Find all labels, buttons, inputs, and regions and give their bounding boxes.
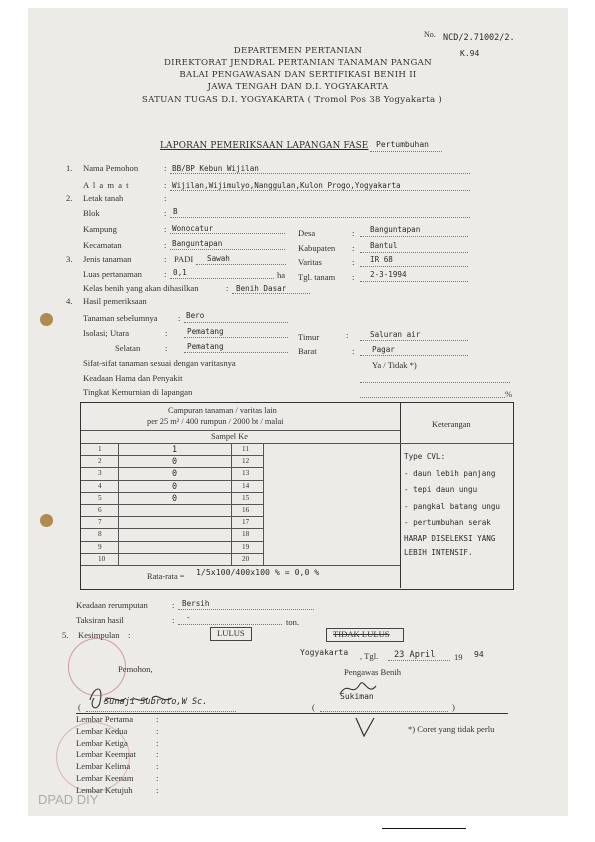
num-4: 4.	[66, 296, 73, 306]
num-1: 1.	[66, 163, 73, 173]
sample-number: 18	[242, 530, 250, 539]
sample-number: 10	[98, 554, 106, 563]
varitas-label: Varitas	[298, 257, 322, 267]
kelas-value: Benih Dasar	[236, 284, 287, 293]
rerumputan-label: Keadaan rerumputan	[76, 600, 148, 610]
header-line-5: SATUAN TUGAS D.I. YOGYAKARTA ( Tromol Pos 38 Yogyakarta )	[141, 95, 443, 105]
pemohon-sign-label: Pemohon,	[118, 664, 153, 674]
lembar-colon: :	[156, 714, 159, 724]
sample-number: 15	[242, 493, 250, 502]
doc-number-sub: K.94	[460, 49, 480, 58]
kesimpulan-label: Kesimpulan	[78, 630, 120, 640]
alamat-label: A l a m a t	[83, 180, 130, 190]
taksiran-unit: ton.	[286, 617, 300, 627]
lembar-item: Lembar Ketiga	[76, 737, 128, 748]
header-line-2: DIREKTORAT JENDRAL PERTANIAN TANAMAN PANGAN	[163, 58, 432, 68]
punch-hole-top	[40, 313, 53, 326]
kecamatan-value: Banguntapan	[172, 239, 223, 248]
utara-value: Pematang	[187, 327, 224, 336]
varitas-value: IR 68	[370, 255, 393, 264]
sample-number: 3	[98, 469, 102, 478]
punch-hole-bottom	[40, 514, 53, 527]
checkmark-icon	[352, 714, 378, 740]
tgl-tanam-label: Tgl. tanam	[298, 272, 336, 282]
sebelumnya-value: Bero	[186, 311, 205, 320]
page-bottom-rule	[382, 828, 466, 829]
lembar-item: Lembar Keempat	[76, 749, 136, 760]
official-stamp	[68, 638, 126, 696]
keterangan-note: LEBIH INTENSIF.	[404, 548, 473, 557]
lembar-colon: :	[156, 784, 159, 795]
table-row-line	[81, 516, 263, 517]
kampung-label: Kampung	[83, 224, 117, 234]
kelas-label: Kelas benih yang akan dihasilkan	[83, 283, 199, 293]
desa-value: Banguntapan	[370, 225, 421, 234]
blok-label: Blok	[83, 208, 100, 218]
luas-unit: ha	[277, 270, 286, 280]
sample-number: 19	[242, 542, 250, 551]
pemohon-name: Sunaji Subroto,W Sc.	[104, 697, 208, 707]
lembar-colon: :	[156, 761, 159, 772]
report-title: LAPORAN PEMERIKSAAN LAPANGAN FASE	[160, 141, 369, 151]
rata-value: 1/5x100/400x100 % = 0,0 %	[196, 567, 320, 577]
sample-number: 4	[98, 481, 102, 490]
sample-value: 0	[172, 456, 178, 467]
sample-number: 2	[98, 457, 102, 466]
tgl-tanam-value: 2-3-1994	[370, 270, 407, 279]
table-row-line	[81, 528, 263, 529]
sample-value: 0	[172, 468, 178, 479]
sebelumnya-label: Tanaman sebelumnya	[83, 313, 158, 323]
hama-label: Keadaan Hama dan Penyakit	[83, 373, 183, 383]
luas-value: 0,1	[173, 268, 187, 277]
lembar-colon: :	[156, 773, 159, 783]
tidak-lulus-text: TIDAK LULUS	[333, 629, 390, 639]
signoff-year-prefix: 19	[454, 652, 463, 662]
barat-value: Pagar	[372, 345, 395, 354]
selatan-label: Selatan	[115, 343, 141, 353]
alamat-value: Wijilan,Wijimulyo,Nanggulan,Kulon Progo,Yogyakarta	[172, 181, 401, 190]
lembar-item: Lembar Kelima	[76, 761, 131, 772]
jenis-label: Jenis tanaman	[83, 254, 132, 264]
signoff-tgl-label: , Tgl.	[360, 651, 379, 661]
signoff-year: 94	[474, 650, 484, 659]
rerumputan-value: Bersih	[182, 599, 210, 608]
sample-number: 16	[242, 506, 250, 514]
keterangan-header: Keterangan	[432, 420, 471, 429]
kemurnian-unit: %	[505, 389, 513, 399]
lembar-colon: :	[156, 725, 159, 736]
sample-number: 7	[98, 518, 102, 527]
sample-number: 11	[242, 445, 249, 453]
doc-number-value: NCD/2.71002/2.	[443, 33, 515, 43]
isolasi-label: Isolasi; Utara	[83, 328, 130, 338]
selatan-value: Pematang	[187, 342, 224, 351]
table-head-2: per 25 m² / 400 rumpun / 2000 bt / malai	[147, 417, 284, 426]
header-line-3: BALAI PENGAWASAN DAN SERTIFIKASI BENIH II	[179, 70, 417, 80]
signoff-date: 23 April	[394, 650, 436, 660]
taksiran-label: Taksiran hasil	[76, 615, 124, 625]
kecamatan-label: Kecamatan	[83, 240, 122, 250]
kampung-value: Wonocatur	[172, 224, 214, 233]
header-line-1: DEPARTEMEN PERTANIAN	[233, 46, 363, 56]
pengawas-paren-open: (	[312, 702, 315, 712]
pengawas-paren-close: )	[452, 702, 455, 712]
timur-value: Saluran air	[370, 330, 421, 339]
jenis-value: Sawah	[207, 254, 230, 263]
pemohon-label: Nama Pemohon	[83, 163, 139, 173]
keterangan-note: - pertumbuhan serak	[404, 518, 491, 527]
sampel-header: Sampel Ke	[211, 432, 248, 441]
sifat-value: Ya / Tidak *)	[372, 360, 417, 370]
pemohon-value: BB/BP Kebun Wijilan	[172, 164, 259, 173]
pengawas-name: Sukiman	[340, 692, 374, 701]
sample-number: 20	[242, 554, 250, 563]
lembar-item: Lembar Ketujuh	[76, 784, 133, 795]
luas-label: Luas pertanaman	[83, 269, 142, 279]
table-row-line	[81, 504, 263, 505]
sample-number: 6	[98, 506, 102, 514]
sample-number: 12	[242, 457, 250, 466]
num-5: 5.	[62, 630, 69, 640]
lembar-item: Lembar Pertama	[76, 714, 134, 724]
kabupaten-label: Kabupaten	[298, 243, 336, 253]
pemohon-paren-open: (	[78, 702, 81, 712]
jenis-prefix: PADI	[174, 254, 194, 264]
sample-number: 1	[98, 445, 102, 453]
pengawas-sign-label: Pengawas Benih	[344, 667, 402, 677]
table-row-line	[81, 553, 263, 554]
sample-value: 1	[172, 444, 178, 454]
sample-number: 8	[98, 530, 102, 539]
lulus-text: LULUS	[217, 628, 245, 638]
lembar-colon: :	[156, 737, 159, 748]
barat-label: Barat	[298, 346, 317, 356]
lembar-colon: :	[156, 749, 159, 760]
sample-number: 13	[242, 469, 250, 478]
keterangan-note: Type CVL:	[404, 452, 446, 461]
desa-label: Desa	[298, 228, 316, 238]
sample-number: 14	[242, 481, 250, 490]
header-line-4: JAWA TENGAH DAN D.I. YOGYAKARTA	[207, 82, 389, 92]
table-row-line	[81, 541, 263, 542]
footnote: *) Coret yang tidak perlu	[408, 724, 495, 734]
doc-number-label: No.	[424, 30, 436, 39]
kabupaten-value: Bantul	[370, 241, 398, 250]
hasil-label: Hasil pemeriksaan	[83, 296, 147, 306]
blok-value: B	[173, 207, 178, 216]
rata-label: Rata-rata =	[147, 572, 185, 581]
lembar-item: Lembar Keenam	[76, 773, 134, 783]
letak-label: Letak tanah	[83, 193, 124, 203]
kemurnian-label: Tingkat Kemurnian di lapangan	[83, 387, 193, 397]
lembar-item: Lembar Kedua	[76, 725, 128, 736]
sample-number: 17	[242, 518, 250, 527]
sample-value: 0	[172, 480, 178, 491]
timur-label: Timur	[298, 332, 320, 342]
report-phase: Pertumbuhan	[376, 140, 429, 149]
sample-value: 0	[172, 492, 178, 503]
sample-number: 9	[98, 542, 102, 551]
keterangan-note: HARAP DISELEKSI YANG	[404, 534, 496, 543]
table-head-1: Campuran tanaman / varitas lain	[168, 406, 277, 415]
sample-number: 5	[98, 493, 102, 502]
sifat-label: Sifat-sifat tanaman sesuai dengan varitasnya	[83, 358, 236, 368]
num-3: 3.	[66, 254, 73, 264]
taksiran-value: -	[186, 613, 191, 622]
watermark: DPAD DIY	[38, 792, 99, 807]
keterangan-note: - tepi daun ungu	[404, 485, 478, 494]
keterangan-note: - pangkal batang ungu	[404, 502, 501, 511]
signoff-place: Yogyakarta	[300, 648, 349, 657]
keterangan-note: - daun lebih panjang	[404, 469, 496, 478]
num-2: 2.	[66, 193, 73, 203]
